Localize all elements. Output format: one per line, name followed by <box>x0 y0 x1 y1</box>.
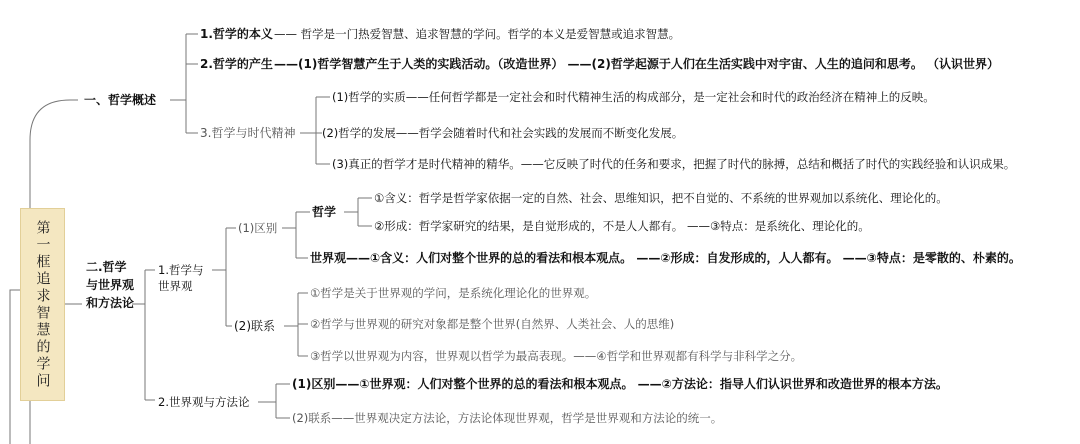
sub2-fork <box>258 384 290 418</box>
branch2-label: 二.哲学与世界观和方法论 <box>86 260 135 310</box>
sub2-difference: (1)区别——①世界观：人们对整个世界的总的看法和根本观点。 ——②方法论：指导人们认识世界和改造世界的根本方法。 <box>292 377 948 391</box>
relation-fork <box>284 293 308 356</box>
sub1-label: 1.哲学与世界观 <box>158 263 204 293</box>
branch1-fork <box>170 34 198 133</box>
worldview-line: 世界观——①含义：人们对整个世界的总的看法和根本观点。 ——②形成：自发形成的，人人都有。 ——③特点：是零散的、朴素的。 <box>310 251 1021 265</box>
difference-fork <box>282 212 310 258</box>
origin-text: ——(1)哲学智慧产生于人类的实践活动。（改造世界） ——(2)哲学起源于人们在生活实践中对宇宙、人生的追问和思考。 （认识世界） <box>274 57 999 71</box>
philosophy-label: 哲学 <box>312 205 337 219</box>
sub2-label: 2.世界观与方法论 <box>158 395 250 409</box>
meaning-text: —— 哲学是一门热爱智慧、追求智慧的学问。哲学的本义是爱智慧或追求智慧。 <box>274 27 681 41</box>
origin-label: 2.哲学的产生 <box>200 57 273 71</box>
root-left-stub <box>10 290 20 444</box>
relation-label: (2)联系 <box>234 319 275 333</box>
branch2-fork <box>132 270 155 400</box>
relation-point-2: ②哲学与世界观的研究对象都是整个世界(自然界、人类社会、人的思维) <box>310 317 675 331</box>
spirit-point-1: (1)哲学的实质——任何哲学都是一定社会和时代精神生活的构成部分，是一定社会和时代的政治经济在精神上的反映。 <box>332 90 935 104</box>
philosophy-point-2: ②形成：哲学家研究的结果，是自觉形成的，不是人人都有。 ——③特点：是系统化、理论化的。 <box>374 219 870 233</box>
philosophy-point-1: ①含义：哲学是哲学家依据一定的自然、社会、思维知识，把不自觉的、不系统的世界观加以系统化、理论化的。 <box>374 191 948 205</box>
root-label: 第一框追求智慧的学问 <box>34 219 51 390</box>
relation-point-3: ③哲学以世界观为内容，世界观以哲学为最高表现。——④哲学和世界观都有科学与非科学之分。 <box>310 349 803 363</box>
sub2-relation: (2)联系——世界观决定方法论，方法论体现世界观，哲学是世界观和方法论的统一。 <box>292 411 723 425</box>
root-connector <box>30 100 78 208</box>
meaning-label: 1.哲学的本义 <box>200 27 273 41</box>
root-node <box>20 208 65 401</box>
relation-point-1: ①哲学是关于世界观的学问，是系统化理论化的世界观。 <box>310 286 597 300</box>
spirit-point-3: (3)真正的哲学才是时代精神的精华。——它反映了时代的任务和要求，把握了时代的脉搏，总结和概括了时代的实践经验和认识成果。 <box>332 157 1016 171</box>
branch1-label: 一、哲学概述 <box>84 93 157 107</box>
spirit-label: 3.哲学与时代精神 <box>200 126 296 140</box>
philosophy-fork <box>344 198 372 226</box>
difference-label: (1)区别 <box>238 221 278 235</box>
spirit-point-2: (2)哲学的发展——哲学会随着时代和社会实践的发展而不断变化发展。 <box>322 126 684 140</box>
sub1-fork <box>212 228 236 326</box>
